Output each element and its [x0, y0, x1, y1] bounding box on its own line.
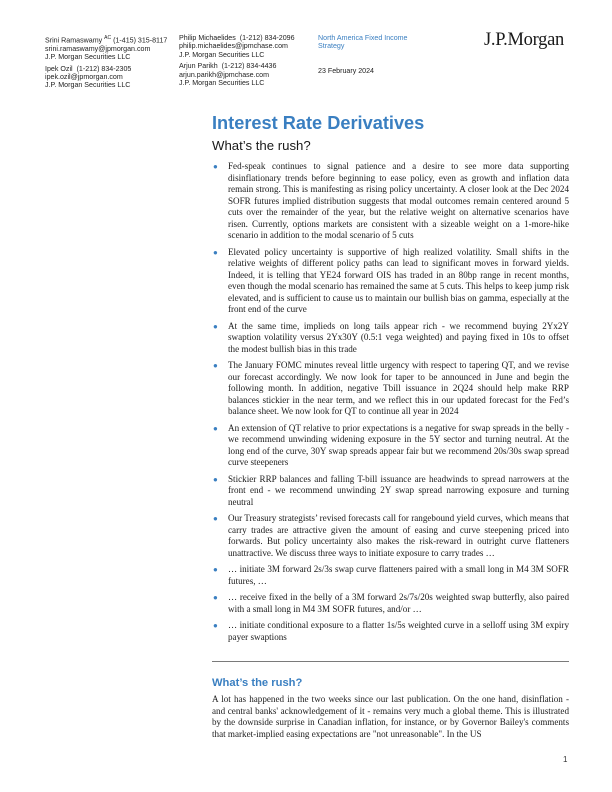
author-email[interactable]: srini.ramaswamy@jpmorgan.com: [45, 44, 151, 53]
author-name: Philip Michaelides: [179, 34, 236, 42]
bullet-dot-icon: ●: [213, 321, 218, 331]
author-ozil: [45, 65, 175, 90]
section-divider: [212, 661, 569, 662]
bullet-text: Stickier RRP balances and falling T-bill issuance are headwinds to spread narrowers at the front end - we recommend unwinding 2Y swap spread narrowing exposure and turning neutral: [228, 473, 569, 507]
bullet-item: [212, 592, 569, 615]
department-line-1: North America Fixed Income: [318, 34, 408, 42]
author-firm: J.P. Morgan Securities LLC: [45, 53, 131, 62]
bullet-item: [212, 620, 569, 643]
bullet-text: Our Treasury strategists’ revised forecasts call for rangebound yield curves, which means that carry trades are attractive given the amount of easing and curve steepening priced into forwards. But policy uncertainty also makes the risk-reward in outright curve flatteners unattractive. We discuss three ways to initiate exposure to carry trades …: [228, 513, 569, 558]
author-parikh: [179, 62, 309, 87]
bullet-text: … receive fixed in the belly of a 3M forward 2s/7s/20s weighted swap butterfly, also paired with a small long in M4 3M SOFR futures, and/or …: [228, 592, 569, 614]
author-firm: J.P. Morgan Securities LLC: [179, 79, 265, 88]
author-ramaswamy: [45, 34, 175, 62]
bullet-dot-icon: ●: [213, 514, 218, 523]
author-phone: (1-212) 834-2096: [239, 34, 295, 42]
bullet-item: [212, 564, 569, 587]
bullet-item: [212, 321, 569, 356]
section-heading: What’s the rush?: [212, 677, 303, 689]
author-email[interactable]: arjun.parikh@jpmchase.com: [179, 70, 269, 79]
bullet-text: At the same time, implieds on long tails appear rich - we recommend buying 2Yx2Y swaption volatility versus 2Yx30Y (0.5:1 vega weighted) and paying fixed in 10s to offset the modest bullish bias in this trade: [228, 320, 569, 354]
author-column-1: [45, 34, 175, 93]
author-name: Ipek Ozil: [45, 64, 73, 73]
bullet-text: Elevated policy uncertainty is supportive of high realized volatility. Small shifts in the relative weights of different policy paths can lead to significant moves in forward yields. Indeed, it is telling that YE24 forward OIS has traded in an 80bp range in recent months, even though the modal scenario has remained the same at 5 cuts. This helps to keep jump risk elevated, and is sufficient to cause us to maintain our bullish bias on gamma, especially at the front end of the curve: [228, 246, 569, 314]
bullet-dot-icon: ●: [213, 361, 218, 370]
bullet-dot-icon: ●: [213, 247, 218, 257]
author-phone: (1-415) 315-8117: [113, 36, 168, 45]
author-name: Srini Ramaswamy: [45, 36, 103, 45]
bullet-text: An extension of QT relative to prior expectations is a negative for swap spreads in the belly - we recommend unwinding widening exposure in the 5Y sector and turning neutral. At the long end of the curve, 30Y swap spreads appear fair but we recommend 20s/30s swap spread curve steepeners: [228, 422, 569, 467]
bullet-dot-icon: ●: [213, 621, 218, 630]
department-line-2: Strategy: [318, 42, 345, 51]
bullet-item: [212, 161, 569, 242]
author-name: Arjun Parikh: [179, 62, 218, 71]
bullet-dot-icon: ●: [213, 565, 218, 574]
author-email[interactable]: philip.michaelides@jpmchase.com: [179, 42, 288, 51]
author-column-2: [179, 34, 309, 90]
bullet-item: [212, 247, 569, 316]
author-name-line: [179, 62, 309, 70]
bullet-dot-icon: ●: [213, 162, 218, 171]
main-content: [212, 112, 569, 648]
bullet-item: [212, 423, 569, 469]
body-paragraph: A lot has happened in the two weeks since our last publication. On the one hand, disinflation - and central banks' acknowledgement of it - remains very much a global theme. This is illustrated by the downside surprise in Canadian inflation, for instance, or by Governor Bailey's comments that market-implied easing expectations are "not unreasonable". In the US: [212, 694, 569, 739]
page-title: Interest Rate Derivatives: [212, 113, 425, 133]
bullet-dot-icon: ●: [213, 474, 218, 484]
bullet-dot-icon: ●: [213, 423, 218, 433]
author-email[interactable]: ipek.ozil@jpmorgan.com: [45, 72, 123, 81]
jpmorgan-logo: J.P.Morgan: [484, 30, 564, 50]
bullet-text: Fed-speak continues to signal patience and a desire to see more data supporting disinflationary trends before beginning to ease policy, even as growth and inflation data remain strong. This is manifesting as rising policy uncertainty. A closer look at the Dec 2024 SOFR futures implied distribution suggests that modal outcomes remain centered around 5 cuts over the remainder of the year, but the relative weight on alternative scenarios have risen. Currently, options markets are consistent with a sizeable weight on a 1-more-hike scenario in addition to the modal scenario of 5 cuts: [228, 161, 569, 240]
author-phone: (1-212) 834-2305: [76, 64, 132, 73]
author-name-line: [45, 34, 175, 45]
author-name-line: [179, 34, 309, 42]
author-firm: J.P. Morgan Securities LLC: [179, 50, 265, 59]
bullet-item: [212, 474, 569, 509]
bullet-item: [212, 513, 569, 559]
department-label: [318, 34, 408, 51]
page-subtitle: What’s the rush?: [212, 138, 311, 153]
page-number: 1: [563, 755, 568, 764]
analyst-certification-mark: AC: [104, 35, 112, 41]
bullet-text: … initiate 3M forward 2s/3s swap curve flatteners paired with a small long in M4 3M SOFR futures, …: [228, 564, 569, 586]
publication-date: 23 February 2024: [318, 67, 374, 75]
bullet-text: … initiate conditional exposure to a flatter 1s/5s weighted curve in a selloff using 3M expiry payer swaptions: [228, 620, 569, 642]
summary-bullet-list: [212, 161, 569, 643]
author-name-line: [45, 65, 175, 73]
author-phone: (1-212) 834-4436: [221, 62, 277, 71]
bullet-text: The January FOMC minutes reveal little urgency with respect to tapering QT, and we revise our forecast accordingly. We now look for taper to be announced in June and begin the following month. In addition, negative Tbill issuance in 2Q24 should help make RRP balances stickier in the near term, and we reflect this in our updated forecast for the Fed’s balance sheet. We now look for QT to continue all year in 2024: [228, 360, 569, 416]
author-firm: J.P. Morgan Securities LLC: [45, 81, 131, 90]
bullet-dot-icon: ●: [213, 593, 218, 602]
author-michaelides: [179, 34, 309, 59]
bullet-item: [212, 360, 569, 418]
